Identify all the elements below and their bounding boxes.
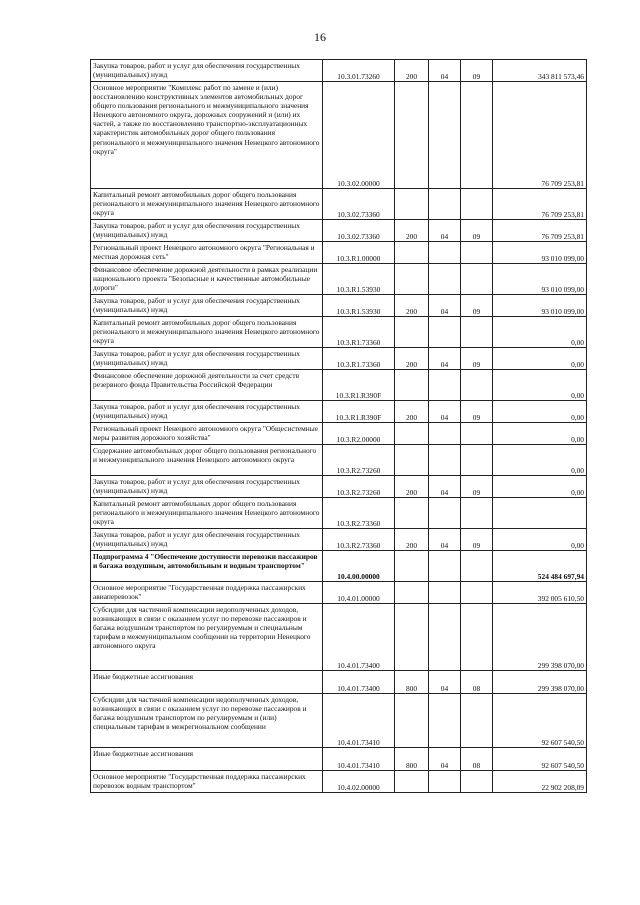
row-name-text: Иные бюджетные ассигнования [93,749,194,758]
row-expense-type-cell [395,189,429,220]
row-amount-cell: 76 709 253,81 [493,189,587,220]
row-expense-type-cell [395,551,429,582]
table-row [91,264,587,295]
row-amount-cell: 0,00 [493,401,587,423]
row-section-cell [429,264,461,295]
row-amount-cell: 392 005 610,50 [493,582,587,604]
row-amount-cell: 92 607 540,50 [493,694,587,748]
row-name-cell [91,748,323,771]
row-amount-cell [493,498,587,529]
row-section-cell: 04 [429,671,461,694]
row-name-text: Финансовое обеспечение дорожной деятельности за счет средств резервного фонда Правительства Российской Федерации [93,371,300,390]
row-name-cell [91,348,323,370]
row-name-cell [91,60,323,82]
row-section-cell [429,582,461,604]
table-row [91,529,587,551]
row-name-text: Иные бюджетные ассигнования [93,672,194,681]
budget-allocation-table [90,59,587,793]
row-amount-cell: 299 398 070,00 [493,671,587,694]
row-code-cell: 10.3.01.73260 [323,60,395,82]
row-subsection-cell [461,771,493,793]
table-row [91,671,587,694]
row-expense-type-cell [395,423,429,445]
row-name-cell [91,476,323,498]
row-name-text: Капитальный ремонт автомобильных дорог общего пользования регионального и межмуниципального значения Ненецкого автономного округа [93,318,320,346]
row-name-cell [91,82,323,189]
row-code-cell: 10.3.R1.73360 [323,317,395,348]
row-subsection-cell [461,82,493,189]
row-code-cell: 10.4.01.00000 [323,582,395,604]
row-name-cell [91,317,323,348]
row-code-cell: 10.3.R2.73260 [323,476,395,498]
table-body [91,60,587,793]
row-subsection-cell: 09 [461,220,493,242]
row-code-cell: 10.3.02.00000 [323,82,395,189]
row-name-text: Закупка товаров, работ и услуг для обеспечения государственных (муниципальных) нужд [93,349,300,368]
row-code-cell: 10.3.02.73360 [323,220,395,242]
row-code-cell: 10.3.R1.73360 [323,348,395,370]
row-subsection-cell: 09 [461,295,493,317]
row-subsection-cell: 09 [461,60,493,82]
table-row [91,60,587,82]
row-subsection-cell: 08 [461,748,493,771]
table-row [91,445,587,476]
table-row [91,423,587,445]
row-expense-type-cell [395,604,429,671]
row-subsection-cell: 08 [461,671,493,694]
row-name-text: Региональный проект Ненецкого автономного округа "Региональная и местная дорожная сеть" [93,243,315,262]
row-section-cell [429,498,461,529]
row-section-cell: 04 [429,60,461,82]
row-amount-cell: 0,00 [493,445,587,476]
row-code-cell: 10.4.01.73410 [323,748,395,771]
table-row [91,551,587,582]
row-name-cell [91,220,323,242]
row-name-cell [91,671,323,694]
row-expense-type-cell [395,370,429,401]
row-section-cell [429,242,461,264]
row-section-cell: 04 [429,401,461,423]
row-amount-cell: 76 709 253,81 [493,220,587,242]
row-amount-cell: 76 709 253,81 [493,82,587,189]
table-row [91,498,587,529]
row-amount-cell: 0,00 [493,529,587,551]
table-row [91,604,587,671]
row-subsection-cell: 09 [461,401,493,423]
row-name-cell [91,295,323,317]
row-name-cell [91,242,323,264]
row-amount-cell: 22 902 208,09 [493,771,587,793]
row-code-cell: 10.3.R1.R390F [323,370,395,401]
row-name-cell [91,401,323,423]
table-row [91,771,587,793]
page-number: 16 [314,30,326,44]
row-code-cell: 10.3.R2.73260 [323,445,395,476]
row-expense-type-cell: 800 [395,748,429,771]
row-expense-type-cell: 200 [395,60,429,82]
row-name-text: Закупка товаров, работ и услуг для обеспечения государственных (муниципальных) нужд [93,221,300,240]
row-code-cell: 10.4.01.73410 [323,694,395,748]
row-amount-cell: 524 484 697,94 [493,551,587,582]
row-expense-type-cell [395,82,429,189]
row-name-cell [91,582,323,604]
row-name-text: Закупка товаров, работ и услуг для обеспечения государственных (муниципальных) нужд [93,477,300,496]
row-code-cell: 10.3.R1.53930 [323,264,395,295]
row-name-cell [91,694,323,748]
row-section-cell: 04 [429,476,461,498]
row-subsection-cell: 09 [461,348,493,370]
row-expense-type-cell: 200 [395,295,429,317]
table-row [91,317,587,348]
row-code-cell: 10.3.02.73360 [323,189,395,220]
row-section-cell: 04 [429,295,461,317]
row-subsection-cell [461,264,493,295]
row-section-cell [429,604,461,671]
row-amount-cell: 93 010 099,00 [493,295,587,317]
row-expense-type-cell [395,445,429,476]
row-expense-type-cell [395,694,429,748]
row-code-cell: 10.3.R2.73360 [323,498,395,529]
row-section-cell [429,445,461,476]
row-section-cell: 04 [429,348,461,370]
table-row [91,242,587,264]
row-section-cell [429,771,461,793]
row-code-cell: 10.3.R1.53930 [323,295,395,317]
row-name-text: Основное мероприятие "Государственная поддержка пассажирских перевозок водным транспортом" [93,772,306,791]
row-amount-cell: 93 010 099,00 [493,242,587,264]
row-expense-type-cell [395,317,429,348]
row-name-text: Основное мероприятие "Комплекс работ по замене и (или) восстановлению конструктивных элементов автомобильных дорог общего пользования регионального и межмуниципального значения Ненецкого автономного округа, дорожных сооружений и (или) их частей, а также по восстановлению транспортно-эксплуатационных характеристик автомобильных дорог общего пользования регионального и межмуниципального значения Ненецкого автономного округа" [93,83,320,156]
row-amount-cell: 299 398 070,00 [493,604,587,671]
row-expense-type-cell: 200 [395,529,429,551]
table-row [91,189,587,220]
row-expense-type-cell [395,582,429,604]
row-name-cell [91,498,323,529]
row-subsection-cell [461,189,493,220]
row-amount-cell: 92 607 540,50 [493,748,587,771]
row-section-cell [429,189,461,220]
row-name-text: Субсидии для частичной компенсации недополученных доходов, возникающих в связи с оказанием услуг по перевозке пассажиров и багажа воздушным транспортом по регулируемым и (или) специальным тарифам в межрегиональном сообщении [93,695,307,732]
row-section-cell [429,551,461,582]
table-row [91,476,587,498]
row-name-cell [91,551,323,582]
table-row [91,220,587,242]
row-name-cell [91,445,323,476]
row-code-cell: 10.3.R1.00000 [323,242,395,264]
row-subsection-cell [461,370,493,401]
row-name-cell [91,423,323,445]
row-expense-type-cell: 200 [395,220,429,242]
row-code-cell: 10.4.00.00000 [323,551,395,582]
row-subsection-cell [461,445,493,476]
row-name-text: Закупка товаров, работ и услуг для обеспечения государственных (муниципальных) нужд [93,296,300,315]
row-section-cell: 04 [429,748,461,771]
row-subsection-cell [461,582,493,604]
table-row [91,401,587,423]
row-name-text: Основное мероприятие "Государственная поддержка пассажирских авиаперевозок" [93,583,306,602]
table-row [91,82,587,189]
row-amount-cell: 93 010 099,00 [493,264,587,295]
row-subsection-cell: 09 [461,476,493,498]
row-section-cell: 04 [429,220,461,242]
row-code-cell: 10.3.R1.R390F [323,401,395,423]
row-amount-cell: 0,00 [493,348,587,370]
table-row [91,370,587,401]
row-subsection-cell: 09 [461,529,493,551]
row-section-cell: 04 [429,529,461,551]
row-subsection-cell [461,242,493,264]
row-name-cell [91,189,323,220]
row-expense-type-cell [395,242,429,264]
row-name-text: Субсидии для частичной компенсации недополученных доходов, возникающих в связи с оказанием услуг по перевозке пассажиров и багажа воздушным транспортом по регулируемым и специальным тарифам в межмуниципальном сообщении на территории Ненецкого автономного округа [93,605,311,651]
row-name-cell [91,771,323,793]
row-section-cell [429,82,461,189]
row-section-cell [429,423,461,445]
row-amount-cell: 343 811 573,46 [493,60,587,82]
row-subsection-cell [461,551,493,582]
row-expense-type-cell: 200 [395,401,429,423]
row-name-cell [91,370,323,401]
row-code-cell: 10.3.R2.73360 [323,529,395,551]
row-expense-type-cell [395,498,429,529]
table-row [91,694,587,748]
row-expense-type-cell: 200 [395,476,429,498]
row-name-cell [91,264,323,295]
row-name-text: Финансовое обеспечение дорожной деятельности в рамках реализации национального проекта "Безопасные и качественные автомобильные дороги" [93,265,318,293]
row-name-text: Закупка товаров, работ и услуг для обеспечения государственных (муниципальных) нужд [93,402,300,421]
table-row [91,582,587,604]
row-expense-type-cell: 200 [395,348,429,370]
row-section-cell [429,370,461,401]
row-subsection-cell [461,498,493,529]
row-code-cell: 10.4.01.73400 [323,604,395,671]
table-row [91,748,587,771]
row-code-cell: 10.3.R2.00000 [323,423,395,445]
row-subsection-cell [461,317,493,348]
row-name-text: Капитальный ремонт автомобильных дорог общего пользования регионального и межмуниципального значения Ненецкого автономного округа [93,499,320,527]
row-code-cell: 10.4.02.00000 [323,771,395,793]
row-subsection-cell [461,423,493,445]
row-name-text: Региональный проект Ненецкого автономного округа "Общесистемные меры развития дорожного хозяйства" [93,424,319,443]
row-name-text: Подпрограмма 4 "Обеспечение доступности перевозки пассажиров и багажа воздушным, автомобильным и водным транспортом" [93,552,318,571]
row-amount-cell: 0,00 [493,317,587,348]
row-name-text: Содержание автомобильных дорог общего пользования регионального и межмуниципального значения Ненецкого автономного округа [93,446,317,465]
row-name-cell [91,604,323,671]
row-code-cell: 10.4.01.73400 [323,671,395,694]
row-amount-cell: 0,00 [493,423,587,445]
row-expense-type-cell [395,771,429,793]
row-name-text: Закупка товаров, работ и услуг для обеспечения государственных (муниципальных) нужд [93,530,300,549]
row-expense-type-cell [395,264,429,295]
row-subsection-cell [461,604,493,671]
table-row [91,348,587,370]
row-subsection-cell [461,694,493,748]
row-name-text: Закупка товаров, работ и услуг для обеспечения государственных (муниципальных) нужд [93,61,300,80]
row-expense-type-cell: 800 [395,671,429,694]
row-name-text: Капитальный ремонт автомобильных дорог общего пользования регионального и межмуниципального значения Ненецкого автономного округа [93,190,320,218]
row-section-cell [429,317,461,348]
table-row [91,295,587,317]
row-name-cell [91,529,323,551]
row-section-cell [429,694,461,748]
row-amount-cell: 0,00 [493,370,587,401]
row-amount-cell: 0,00 [493,476,587,498]
